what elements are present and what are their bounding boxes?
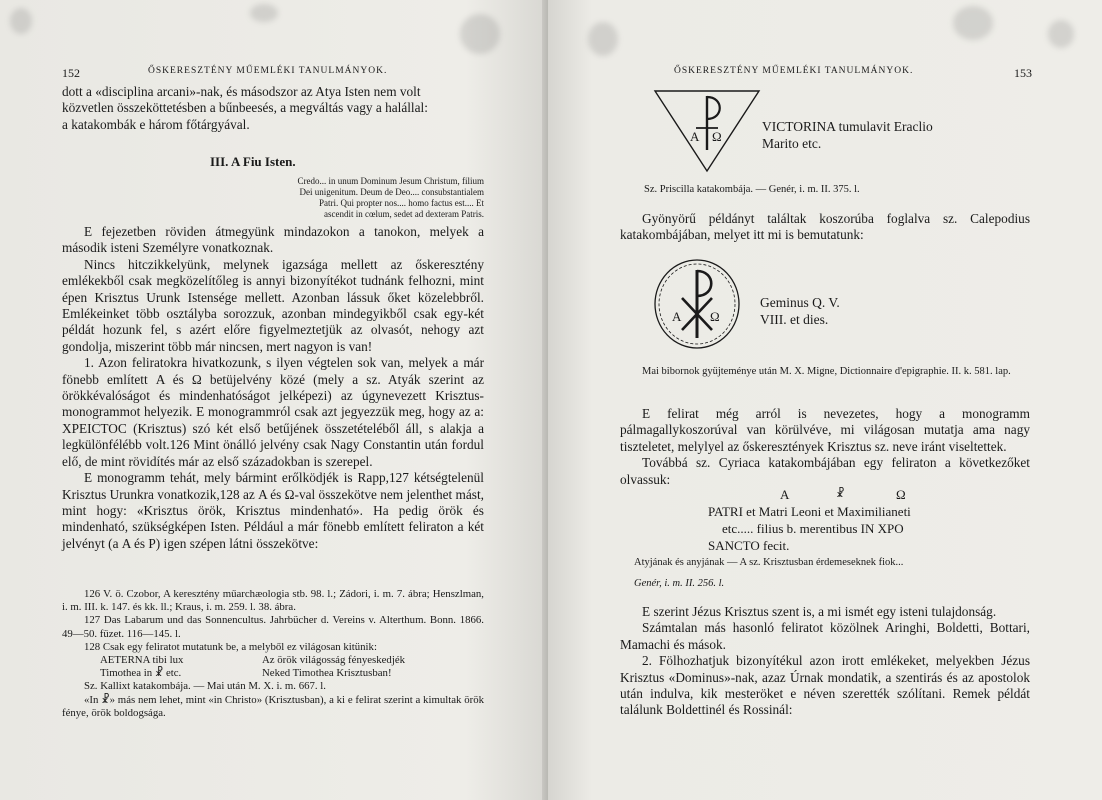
- fig1-caption: Sz. Priscilla katakombája. — Genér, i. m. II. 375. l.: [644, 184, 860, 195]
- inscription-hungarian: Neked Timothea Krisztusban!: [262, 667, 392, 680]
- inscription-line: etc..... filius b. merentibus IN XPO: [722, 521, 904, 536]
- inscription-hungarian: Az örök világosság fényeskedjék: [262, 654, 406, 667]
- footnote-inscription-row: [100, 654, 484, 667]
- stain: [1048, 20, 1074, 48]
- stain: [588, 22, 618, 56]
- intro-line: dott a «disciplina arcani»-nak, és másodszor az Atya Isten nem volt: [62, 84, 421, 99]
- inscription-source: Genér, i. m. II. 256. l.: [634, 578, 725, 589]
- cyriaca-inscription: [688, 486, 988, 554]
- inscription-line: VICTORINA tumulavit Eraclio: [762, 119, 933, 134]
- paragraph: E fejezetben röviden átmegyünk mindazokon a tanokon, melyek a második isteni Személyre vonatkoznak.: [62, 224, 484, 256]
- fig2-inscription: [760, 294, 840, 328]
- intro-line: közvetlen összeköttetésben a bűnbeesés, a megváltás vagy a halállal:: [62, 100, 428, 116]
- wreath-chi-rho-figure: [652, 258, 742, 350]
- motto-line: Dei unigenitum. Deum de Deo.... consubstantialem: [299, 187, 484, 197]
- paragraph-1: [620, 211, 1030, 244]
- page-number: 153: [1014, 66, 1032, 80]
- inscription-translation: Atyjának és anyjának — A sz. Krisztusban érdemeseknek fiok...: [634, 557, 904, 568]
- alpha-glyph: Α: [672, 309, 682, 324]
- motto: [284, 176, 484, 220]
- paragraph: 1. Azon feliratokra hivatkozunk, s ilyen végtelen sok van, melyek a már fönebb említett Α és Ω betüjelvény közé (mely a sz. Atyák szerint az örökkévalóságot és mindenhatóságot jelképezi) az úgynevezett Krisztus-monogrammot helyezik. E monogrammról csak azt jegyezzük meg, hogy az a: ΧΡΕΙϹΤΟϹ (Krisztus) szó két első betűjének összetételéből áll, s alakja a legkülönfélébb volt.126 Mint önálló jelvény csak Nagy Constantin után fordul elő, de mint rövidítés már az első századokban is szerepel.: [62, 355, 484, 469]
- paragraph: Nincs hitczikkelyünk, melynek igazsága mellett az őskeresztény emlékekből csak megközelítőleg is annyi bizonyítékot tudnánk felhozni, mint épen Krisztus Urunk Istensége mellett. Azonban lássuk őket közelebbről. Emlékeinket több osztályba sorozzuk, azonban mindegyikből csak egy-két példát hozunk fel, s azért előre figyelmeztetjük az olvasót, nehogy azt gondolja, miszerint több már nincsen, mert nagyon is van!: [62, 256, 484, 354]
- motto-line: Credo... in unum Dominum Jesum Christum, filium: [297, 176, 484, 186]
- caption-text: Mai bibornok gyüjteménye után M. X. Migne, Dictionnaire d'epigraphie. II. k. 581. lap.: [642, 366, 1011, 377]
- running-head: ŐSKERESZTÉNY MŰEMLÉKI TANULMÁNYOK.: [148, 66, 388, 76]
- alpha-glyph: Α: [690, 129, 700, 144]
- rho-loop: [707, 97, 720, 119]
- fig1-inscription: [762, 118, 933, 152]
- alpha-glyph: Α: [780, 487, 790, 502]
- motto-line: ascendit in cœlum, sedet ad dexteram Patris.: [324, 209, 484, 219]
- fig2-caption: [620, 365, 1030, 378]
- footnote: 127 Das Labarum und das Sonnencultus. Jahrbücher d. Vereins v. Alterthum. Bonn. 1866. 49—50. füzet. 116—145. l.: [62, 614, 484, 640]
- stain: [953, 6, 993, 40]
- inscription-latin: Timothea in ☧ etc.: [100, 667, 182, 680]
- right-page: [548, 0, 1102, 800]
- rho-loop: [697, 271, 711, 296]
- section-title: III. A Fiu Isten.: [210, 154, 296, 169]
- triangle-chi-rho-figure: [652, 88, 762, 174]
- stain: [250, 4, 278, 22]
- paragraph: Gyönyörű példányt találtak koszorúba foglalva sz. Calepodius katakombájában, melyet itt mi is bemutatunk:: [620, 211, 1030, 243]
- body-text-2: [620, 604, 1030, 719]
- footnote-inscription-row: [100, 667, 484, 680]
- stain: [460, 14, 500, 54]
- motto-line: Patri. Qui propter nos.... homo factus est.... Et: [319, 198, 484, 208]
- paragraph: Számtalan más hasonló feliratot közölnek Aringhi, Boldetti, Bottari, Mamachi és mások.: [620, 620, 1030, 652]
- body-text: [62, 224, 484, 552]
- running-head: ŐSKERESZTÉNY MŰEMLÉKI TANULMÁNYOK.: [674, 66, 914, 76]
- footnote: 126 V. ö. Czobor, A keresztény műarchæologia stb. 98. l.; Zádori, i. m. 7. ábra; Henszlman, i. m. III. k. 147. és kk. ll.; Kraus, i. m. 259. l. 38. ábra.: [62, 588, 484, 614]
- paragraph: E monogramm tehát, mely bármint erőlködjék is Rapp,127 kétségtelenül Krisztus Urunkra vonatkozik,128 az Α és Ω-val összekötve nem jelenthet mást, mint hogy: «Krisztus örök, Krisztus mindenható». Ha pedig örök és mindenható, szükségképen Isten. Például a már fönebb említett feliraton a két jelvényt (a Α és P) igen szépen látni összekötve:: [62, 470, 484, 551]
- paragraph: E felirat még arról is nevezetes, hogy a monogramm pálmagallykoszorúval van körülvéve, mi világosan mutatja ama nagy tiszteletet, melylyel az őskeresztények Krisztus sz. neve iránt viseltettek.: [620, 406, 1030, 454]
- paragraph: Továbbá sz. Cyriaca katakombájában egy feliraton a következőket olvassuk:: [620, 455, 1030, 487]
- footnote-text: «In ☧» más nem lehet, mint «in Christo» (Krisztusban), a ki e felirat szerint a kimultak örök fénye, örök boldogsága.: [62, 693, 484, 719]
- inscription-line: Marito etc.: [762, 136, 822, 151]
- inscription-latin: AETERNA tibi lux: [100, 654, 184, 667]
- intro-text: [62, 84, 484, 133]
- body-text: [620, 406, 1030, 488]
- omega-glyph: Ω: [712, 129, 722, 144]
- chi-rho-icon: ☧: [836, 488, 845, 500]
- page-number: 152: [62, 66, 80, 80]
- left-page: [0, 0, 548, 800]
- inscription-line: SANCTO fecit.: [708, 538, 790, 553]
- omega-glyph: Ω: [710, 309, 720, 324]
- intro-line: a katakombák e három főtárgyával.: [62, 116, 250, 132]
- paragraph: 2. Fölhozhatjuk bizonyítékul azon irott emlékeket, melyekben Jézus Krisztus «Dominus»-nak, azaz Úrnak mondatik, a szentirás és az apostolok után indulva, kik mesteröket e néven szerették szólítani. Remek példát találunk Boldettinél és Rossinál:: [620, 653, 1030, 718]
- footnote-source: Sz. Kallixt katakombája. — Mai után M. X. i. m. 667. l.: [84, 680, 326, 693]
- paragraph: E szerint Jézus Krisztus szent is, a mi ismét egy isteni tulajdonság.: [642, 604, 997, 619]
- stain: [10, 8, 32, 34]
- footnote: 128 Csak egy feliratot mutatunk be, a melyből ez világosan kitünik:: [84, 640, 377, 653]
- inscription-line: VIII. et dies.: [760, 312, 829, 327]
- inscription-symbols: [780, 486, 988, 503]
- footnotes: [62, 588, 484, 720]
- omega-glyph: Ω: [896, 487, 906, 502]
- inscription-line: Geminus Q. V.: [760, 295, 840, 310]
- inscription-line: PATRI et Matri Leoni et Maximilianeti: [708, 504, 911, 519]
